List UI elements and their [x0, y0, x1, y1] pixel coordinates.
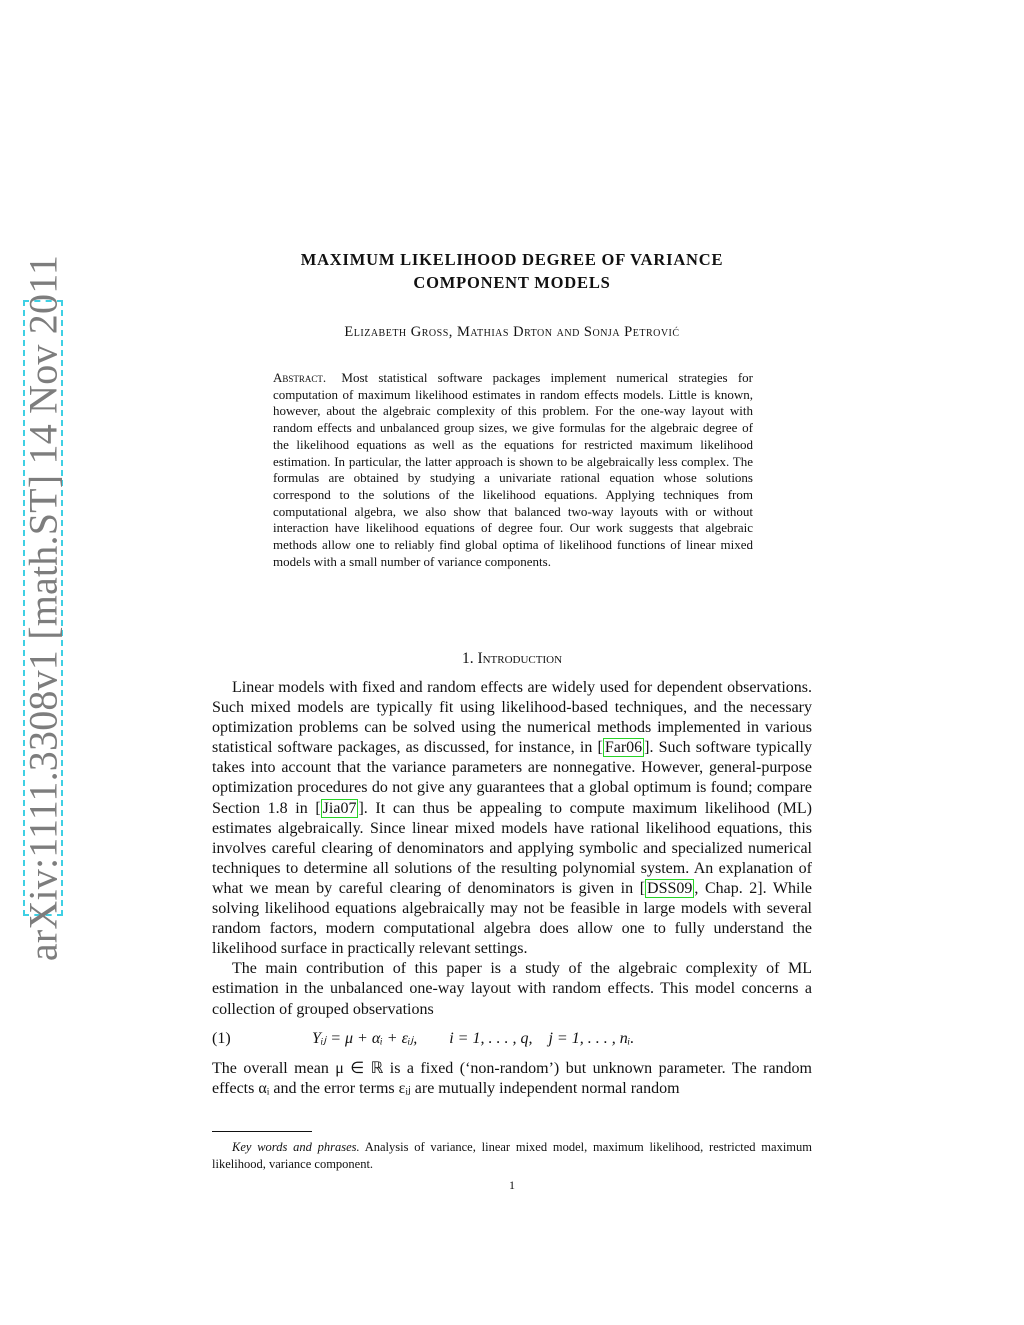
paragraph-1-part-2: . Such software typically takes into account that the variance parameters are nonnegative. However, general-purpose optimization procedures do not give any guarantees that a global optimum is found; compare Section 1.8 in [212, 739, 812, 817]
arxiv-stamp [20, 254, 66, 962]
citation-link-far06[interactable]: Far06 [604, 739, 643, 757]
paper-title [212, 248, 812, 294]
footnote [212, 1139, 812, 1172]
equation-1 [212, 1029, 812, 1051]
footnote-text: Analysis of variance, linear mixed model, maximum likelihood, restricted maximum likelihood, variance component. [212, 1140, 812, 1171]
footnote-label: Key words and phrases. [232, 1140, 360, 1154]
abstract [273, 370, 753, 570]
paragraph-1-part-1: Linear models with fixed and random effects are widely used for dependent observations. Such mixed models are typically fit using likelihood-based techniques, and the necessary optimization problems can be solved using the numerical methods implemented in various statistical software packages, as discussed, for instance, in [212, 679, 812, 757]
paragraph-1: Linear models with fixed and random effects are widely used for dependent observations. Such mixed models are typically fit using likelihood-based techniques, and the necessary optimization problems can be solved using the numerical methods implemented in various statistical software packages, as discussed, for instance, in [ Far06 ]. Such software typically takes into account that the variance parameters are nonnegative. However, general-purpose optimization procedures do not give any guarantees that a global optimum is found; compare Section 1.8 in [ Jia07 ]. It can thus be appealing to compute maximum likelihood (ML) estimates algebraically. Since linear mixed models have rational likelihood equations, this involves careful clearing of denominators and applying symbolic and specialized numerical techniques to determine all solutions of the resulting polynomial system. An explanation of what we mean by careful clearing of denominators is given in [ DSS09 , Chap. 2]. While solving likelihood equations algebraically may not be feasible in large models with several random factors, modern computational algebra does allow one to fully understand the likelihood surface in practically relevant settings. [212, 679, 813, 958]
citation-link-jia07[interactable]: Jia07 [322, 799, 357, 817]
body-text [212, 678, 812, 1099]
equation-content: Yᵢⱼ = μ + αᵢ + εᵢⱼ, i = 1, . . . , q, j = 1, . . . , nᵢ. [312, 1029, 635, 1047]
paragraph-2: The main contribution of this paper is a study of the algebraic complexity of ML estimation in the unbalanced one-way layout with random effects. This model concerns a collection of grouped observations [212, 960, 812, 1018]
section-heading [212, 650, 812, 668]
paper-title-line-1: MAXIMUM LIKELIHOOD DEGREE OF VARIANCE [300, 250, 724, 269]
footnote-divider [212, 1131, 312, 1132]
section-title: Introduction [477, 650, 563, 667]
author-list: Elizabeth Gross, Mathias Drton and Sonja Petrović [344, 324, 680, 340]
section-number: 1. [461, 650, 474, 667]
paragraph-1-part-4: , Chap. 2]. While solving likelihood equations algebraically may not be feasible in large models with several random factors, modern computational algebra does allow one to fully understand the likelihood surface in practically relevant settings. [212, 879, 813, 958]
page-number: 1 [509, 1178, 515, 1192]
paragraph-1-part-3: . It can thus be appealing to compute maximum likelihood (ML) estimates algebraically. Since linear mixed models have rational likelihood equations, this involves careful clearing of denominators and applying symbolic and specialized numerical techniques to determine all solutions of the resulting polynomial system. An explanation of what we mean by careful clearing of denominators is given in [212, 799, 813, 897]
abstract-label: Abstract. [273, 370, 327, 385]
equation-number: (1) [212, 1029, 231, 1047]
citation-link-dss09[interactable]: DSS09 [647, 879, 693, 897]
paper-title-line-2: COMPONENT MODELS [413, 273, 611, 292]
arxiv-stamp-text: arXiv:1111.3308v1 [math.ST] 14 Nov 2011 [20, 254, 66, 962]
paragraph-3: The overall mean μ ∈ ℝ is a fixed (‘non-random’) but unknown parameter. The random effects αᵢ and the error terms εᵢⱼ are mutually independent normal random [212, 1059, 812, 1097]
abstract-text: Most statistical software packages implement numerical strategies for computation of maximum likelihood estimates in random effects models. Little is known, however, about the algebraic complexity of this problem. For the one-way layout with random effects and unbalanced group sizes, we give formulas for the algebraic degree of the likelihood equations as well as the equations for restricted maximum likelihood estimation. In particular, the latter approach is shown to be algebraically less complex. The formulas are obtained by studying a univariate rational equation whose solutions correspond to the solutions of the likelihood equations. Applying techniques from computational algebra, we also show that balanced two-way layouts with or without interaction have likelihood equations of degree four. Our work suggests that algebraic methods allow one to reliably find global optima of likelihood functions of linear mixed models with a small number of variance components. [273, 370, 753, 569]
